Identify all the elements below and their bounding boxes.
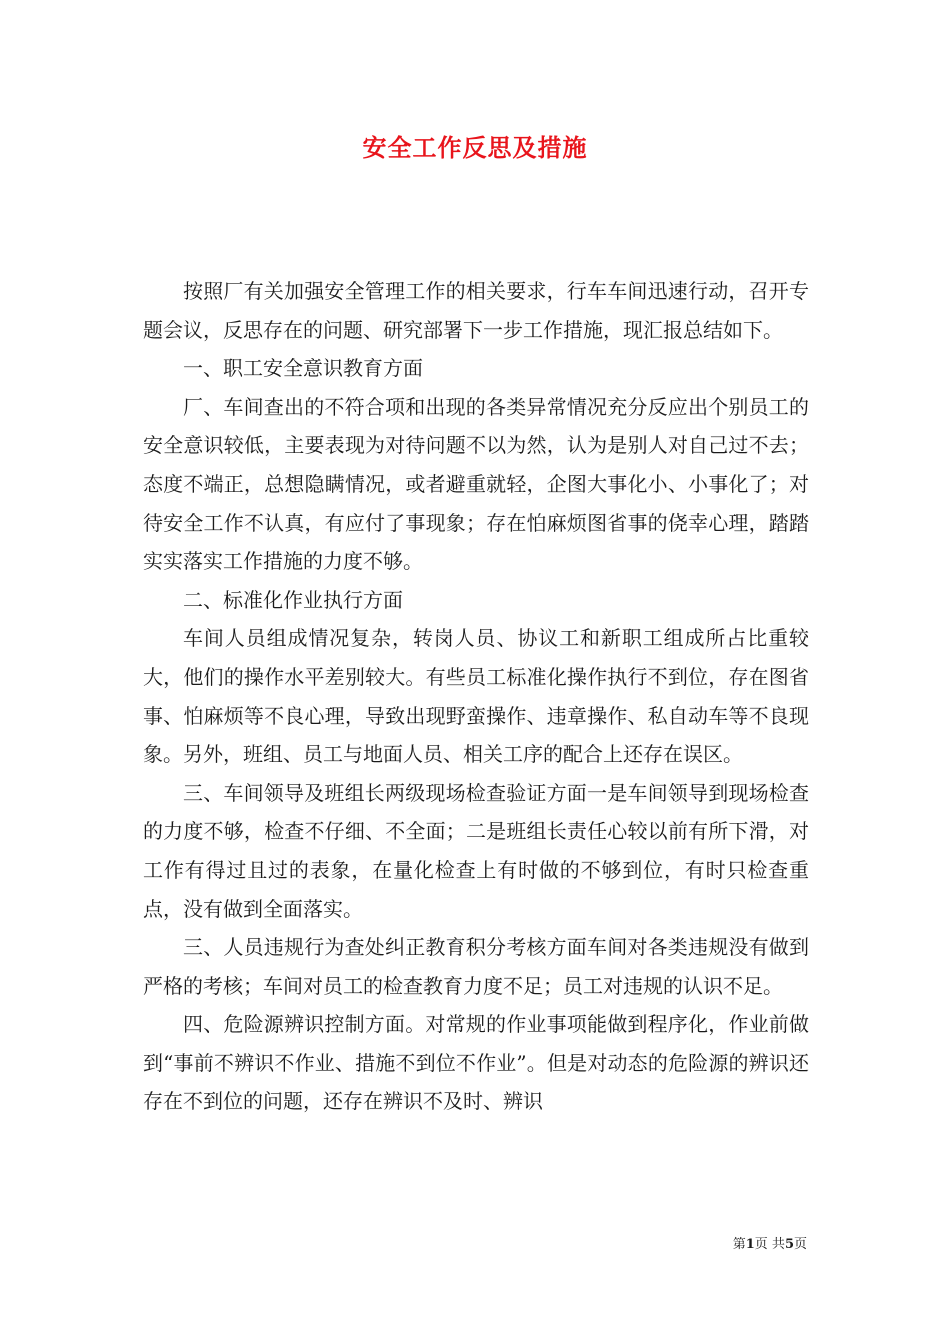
section-heading-1: 一、职工安全意识教育方面: [183, 356, 423, 381]
page-footer: [0, 1236, 807, 1254]
document-body: [143, 272, 809, 1121]
footer-suffix: 页: [793, 1237, 807, 1252]
footer-middle: 页 共: [754, 1237, 785, 1252]
section-heading-2: 二、标准化作业执行方面: [183, 587, 403, 612]
paragraph-violations: 三、人员违规行为查处纠正教育积分考核方面车间对各类违规没有做到严格的考核；车间对员工的检查教育力度不足；员工对违规的认识不足。: [143, 935, 809, 998]
paragraph-standardization: 车间人员组成情况复杂，转岗人员、协议工和新职工组成所占比重较大，他们的操作水平差别较大。有些员工标准化操作执行不到位，存在图省事、怕麻烦等不良心理，导致出现野蛮操作、违章操作、私自动车等不良现象。另外，班组、员工与地面人员、相关工序的配合上还存在误区。: [143, 626, 809, 767]
footer-current-page: 1: [745, 1237, 755, 1252]
paragraph-safety-awareness: 厂、车间查出的不符合项和出现的各类异常情况充分反应出个别员工的安全意识较低，主要表现为对待问题不以为然，认为是别人对自己过不去；态度不端正，总想隐瞒情况，或者避重就轻，企图大事化小、小事化了；对待安全工作不认真，有应付了事现象；存在怕麻烦图省事的侥幸心理，踏踏实实落实工作措施的力度不够。: [143, 394, 809, 574]
document-title: 安全工作反思及措施: [362, 133, 588, 162]
footer-prefix: 第: [732, 1237, 746, 1252]
footer-total-pages: 5: [784, 1237, 794, 1252]
paragraph-intro: 按照厂有关加强安全管理工作的相关要求，行车车间迅速行动，召开专题会议，反思存在的问题、研究部署下一步工作措施，现汇报总结如下。: [143, 279, 809, 342]
paragraph-hazard-identification: 四、危险源辨识控制方面。对常规的作业事项能做到程序化，作业前做到“事前不辨识不作业、措施不到位不作业”。但是对动态的危险源的辨识还存在不到位的问题，还存在辨识不及时、辨识: [143, 1012, 809, 1114]
paragraph-inspection: 三、车间领导及班组长两级现场检查验证方面一是车间领导到现场检查的力度不够，检查不仔细、不全面；二是班组长责任心较以前有所下滑，对工作有得过且过的表象，在量化检查上有时做的不够到位，有时只检查重点，没有做到全面落实。: [143, 780, 809, 921]
